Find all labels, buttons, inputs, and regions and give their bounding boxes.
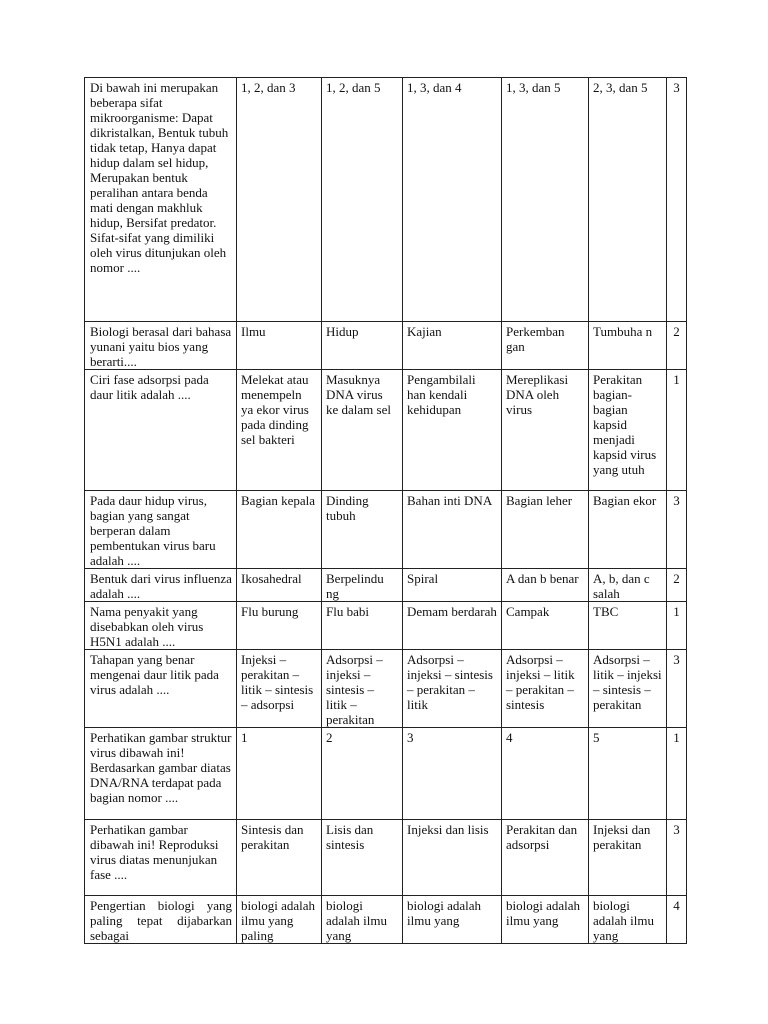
- answer-key: 1: [667, 602, 687, 650]
- option-e: 5: [589, 728, 667, 820]
- option-d: Bagian leher: [502, 491, 589, 569]
- answer-key: 3: [667, 820, 687, 896]
- option-e: Bagian ekor: [589, 491, 667, 569]
- option-e: TBC: [589, 602, 667, 650]
- option-a: 1: [237, 728, 322, 820]
- option-d: 1, 3, dan 5: [502, 78, 589, 322]
- option-b: 2: [322, 728, 403, 820]
- option-c: 1, 3, dan 4: [403, 78, 502, 322]
- option-c: Injeksi dan lisis: [403, 820, 502, 896]
- option-c: Spiral: [403, 569, 502, 602]
- answer-key: 2: [667, 322, 687, 370]
- option-c: 3: [403, 728, 502, 820]
- question-row: [85, 569, 687, 602]
- option-a: 1, 2, dan 3: [237, 78, 322, 322]
- option-b: Berpelindu ng: [322, 569, 403, 602]
- option-e: Adsorpsi – litik – injeksi – sintesis – perakitan: [589, 650, 667, 728]
- option-c: Bahan inti DNA: [403, 491, 502, 569]
- question-row: [85, 896, 687, 944]
- option-e: Tumbuha n: [589, 322, 667, 370]
- question-row: [85, 650, 687, 728]
- question-row: [85, 602, 687, 650]
- answer-key: 3: [667, 78, 687, 322]
- option-d: Adsorpsi – injeksi – litik – perakitan – sintesis: [502, 650, 589, 728]
- quiz-table: [84, 77, 687, 944]
- question-row: [85, 370, 687, 491]
- question-text: Tahapan yang benar mengenai daur litik pada virus adalah ....: [85, 650, 237, 728]
- option-c: Adsorpsi – injeksi – sintesis – perakitan – litik: [403, 650, 502, 728]
- question-text: Nama penyakit yang disebabkan oleh virus H5N1 adalah ....: [85, 602, 237, 650]
- option-d: Perkemban gan: [502, 322, 589, 370]
- option-a: Bagian kepala: [237, 491, 322, 569]
- question-text: Biologi berasal dari bahasa yunani yaitu bios yang berarti....: [85, 322, 237, 370]
- option-b: Hidup: [322, 322, 403, 370]
- question-text: Bentuk dari virus influenza adalah ....: [85, 569, 237, 602]
- option-a: Injeksi – perakitan – litik – sintesis – adsorpsi: [237, 650, 322, 728]
- option-d: Mereplikasi DNA oleh virus: [502, 370, 589, 491]
- option-c: Demam berdarah: [403, 602, 502, 650]
- answer-key: 2: [667, 569, 687, 602]
- option-b: Dinding tubuh: [322, 491, 403, 569]
- option-e: 2, 3, dan 5: [589, 78, 667, 322]
- question-text: Pada daur hidup virus, bagian yang sangat berperan dalam pembentukan virus baru adalah ....: [85, 491, 237, 569]
- question-row: [85, 78, 687, 322]
- option-b: Flu babi: [322, 602, 403, 650]
- answer-key: 1: [667, 728, 687, 820]
- answer-key: 3: [667, 650, 687, 728]
- option-b: Masuknya DNA virus ke dalam sel: [322, 370, 403, 491]
- option-a: Flu burung: [237, 602, 322, 650]
- option-b: 1, 2, dan 5: [322, 78, 403, 322]
- question-row: [85, 820, 687, 896]
- answer-key: 1: [667, 370, 687, 491]
- option-a: Sintesis dan perakitan: [237, 820, 322, 896]
- option-c: Pengambilali han kendali kehidupan: [403, 370, 502, 491]
- question-text: Di bawah ini merupakan beberapa sifat mikroorganisme: Dapat dikristalkan, Bentuk tubuh tidak tetap, Hanya dapat hidup dalam sel hidup, Merupakan bentuk peralihan antara benda mati dengan makhluk hidup, Bersifat predator. Sifat-sifat yang dimiliki oleh virus ditunjukan oleh nomor ....: [85, 78, 237, 322]
- option-b: Adsorpsi – injeksi – sintesis – litik – perakitan: [322, 650, 403, 728]
- option-a: Ilmu: [237, 322, 322, 370]
- option-b: biologi adalah ilmu yang: [322, 896, 403, 944]
- option-e: Injeksi dan perakitan: [589, 820, 667, 896]
- question-text: Pengertian biologi yang paling tepat dijabarkan sebagai: [85, 896, 237, 944]
- option-a: biologi adalah ilmu yang paling: [237, 896, 322, 944]
- question-row: [85, 322, 687, 370]
- option-b: Lisis dan sintesis: [322, 820, 403, 896]
- question-text: Perhatikan gambar dibawah ini! Reproduksi virus diatas menunjukan fase ....: [85, 820, 237, 896]
- option-c: Kajian: [403, 322, 502, 370]
- question-row: [85, 491, 687, 569]
- option-d: Perakitan dan adsorpsi: [502, 820, 589, 896]
- option-a: Ikosahedral: [237, 569, 322, 602]
- option-d: 4: [502, 728, 589, 820]
- option-d: biologi adalah ilmu yang: [502, 896, 589, 944]
- option-e: A, b, dan c salah: [589, 569, 667, 602]
- option-d: Campak: [502, 602, 589, 650]
- option-a: Melekat atau menempeln ya ekor virus pada dinding sel bakteri: [237, 370, 322, 491]
- answer-key: 4: [667, 896, 687, 944]
- question-text: Ciri fase adsorpsi pada daur litik adalah ....: [85, 370, 237, 491]
- question-row: [85, 728, 687, 820]
- option-e: biologi adalah ilmu yang: [589, 896, 667, 944]
- answer-key: 3: [667, 491, 687, 569]
- option-c: biologi adalah ilmu yang: [403, 896, 502, 944]
- question-text: Perhatikan gambar struktur virus dibawah ini! Berdasarkan gambar diatas DNA/RNA terdapat pada bagian nomor ....: [85, 728, 237, 820]
- option-d: A dan b benar: [502, 569, 589, 602]
- option-e: Perakitan bagian-bagian kapsid menjadi kapsid virus yang utuh: [589, 370, 667, 491]
